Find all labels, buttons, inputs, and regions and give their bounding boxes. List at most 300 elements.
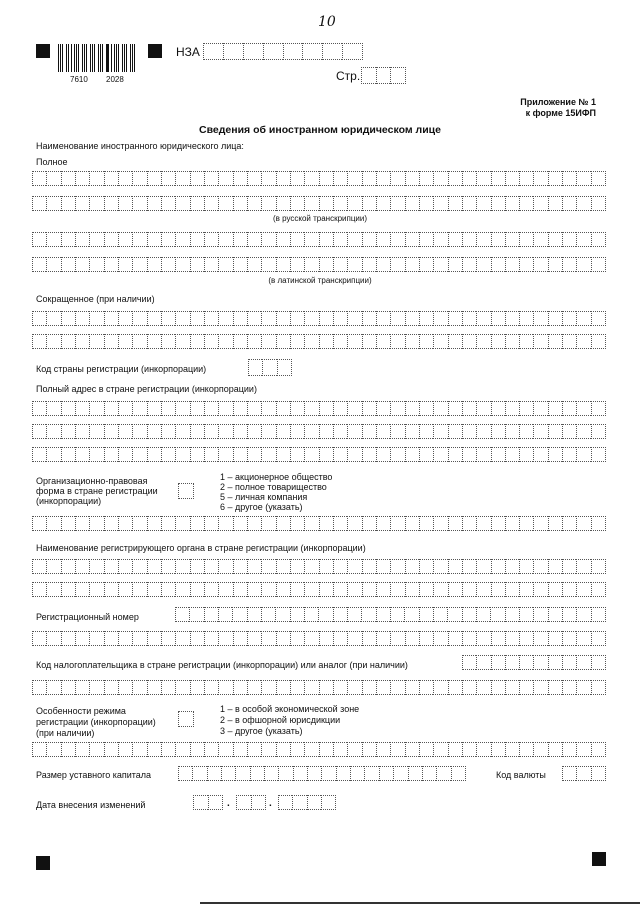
input-cell[interactable] — [533, 559, 547, 574]
input-cell[interactable] — [519, 631, 533, 646]
input-cell[interactable] — [533, 401, 547, 416]
input-cell[interactable] — [46, 257, 60, 272]
input-cell[interactable] — [319, 401, 333, 416]
input-cell[interactable] — [448, 742, 462, 757]
input-cell[interactable] — [562, 311, 576, 326]
input-cell[interactable] — [405, 447, 419, 462]
input-cell[interactable] — [104, 742, 118, 757]
input-cell[interactable] — [362, 447, 376, 462]
input-cell[interactable] — [591, 171, 606, 186]
input-cell[interactable] — [161, 742, 175, 757]
input-cell[interactable] — [562, 516, 576, 531]
input-cell[interactable] — [333, 680, 347, 695]
input-cell[interactable] — [175, 447, 189, 462]
input-cell[interactable] — [290, 196, 304, 211]
input-cell[interactable] — [218, 424, 232, 439]
input-cell[interactable] — [376, 232, 390, 247]
input-cell[interactable] — [576, 334, 590, 349]
input-cell[interactable] — [405, 232, 419, 247]
input-cell[interactable] — [548, 401, 562, 416]
input-cell[interactable] — [190, 232, 204, 247]
input-cell[interactable] — [533, 196, 547, 211]
input-cell[interactable] — [203, 43, 223, 60]
input-cell[interactable] — [462, 401, 476, 416]
input-cell[interactable] — [519, 742, 533, 757]
input-cell[interactable] — [104, 334, 118, 349]
input-cell[interactable] — [448, 196, 462, 211]
input-cell[interactable] — [161, 334, 175, 349]
input-cell[interactable] — [32, 257, 46, 272]
input-cell[interactable] — [476, 680, 490, 695]
input-cell[interactable] — [104, 631, 118, 646]
input-cell[interactable] — [347, 742, 361, 757]
input-cell[interactable] — [362, 582, 376, 597]
input-cell[interactable] — [433, 171, 447, 186]
input-cell[interactable] — [190, 447, 204, 462]
currency-code-cells[interactable] — [562, 766, 606, 781]
input-cell[interactable] — [562, 742, 576, 757]
input-cell[interactable] — [290, 171, 304, 186]
input-cell[interactable] — [433, 680, 447, 695]
input-cell[interactable] — [576, 516, 590, 531]
input-cell[interactable] — [562, 607, 576, 622]
input-cell[interactable] — [46, 334, 60, 349]
input-cell[interactable] — [61, 631, 75, 646]
input-cell[interactable] — [319, 171, 333, 186]
input-cell[interactable] — [362, 334, 376, 349]
input-cell[interactable] — [147, 559, 161, 574]
input-cell[interactable] — [175, 631, 189, 646]
input-cell[interactable] — [419, 334, 433, 349]
input-cell[interactable] — [132, 424, 146, 439]
full-name-lat-row-1[interactable] — [32, 232, 606, 247]
input-cell[interactable] — [46, 742, 60, 757]
input-cell[interactable] — [46, 582, 60, 597]
input-cell[interactable] — [548, 742, 562, 757]
input-cell[interactable] — [505, 232, 519, 247]
input-cell[interactable] — [235, 766, 249, 781]
input-cell[interactable] — [347, 311, 361, 326]
input-cell[interactable] — [161, 196, 175, 211]
input-cell[interactable] — [519, 257, 533, 272]
input-cell[interactable] — [576, 607, 590, 622]
input-cell[interactable] — [548, 311, 562, 326]
input-cell[interactable] — [533, 171, 547, 186]
input-cell[interactable] — [104, 680, 118, 695]
input-cell[interactable] — [491, 516, 505, 531]
input-cell[interactable] — [118, 582, 132, 597]
input-cell[interactable] — [433, 401, 447, 416]
input-cell[interactable] — [491, 171, 505, 186]
input-cell[interactable] — [422, 766, 436, 781]
input-cell[interactable] — [204, 232, 218, 247]
input-cell[interactable] — [61, 401, 75, 416]
input-cell[interactable] — [118, 516, 132, 531]
input-cell[interactable] — [448, 334, 462, 349]
input-cell[interactable] — [347, 232, 361, 247]
input-cell[interactable] — [283, 43, 303, 60]
input-cell[interactable] — [390, 232, 404, 247]
input-cell[interactable] — [233, 742, 247, 757]
input-cell[interactable] — [118, 742, 132, 757]
input-cell[interactable] — [89, 516, 103, 531]
input-cell[interactable] — [147, 196, 161, 211]
input-cell[interactable] — [89, 559, 103, 574]
input-cell[interactable] — [491, 232, 505, 247]
input-cell[interactable] — [548, 447, 562, 462]
input-cell[interactable] — [448, 171, 462, 186]
input-cell[interactable] — [293, 766, 307, 781]
input-cell[interactable] — [476, 196, 490, 211]
input-cell[interactable] — [591, 401, 606, 416]
input-cell[interactable] — [562, 232, 576, 247]
input-cell[interactable] — [147, 171, 161, 186]
input-cell[interactable] — [276, 171, 290, 186]
input-cell[interactable] — [405, 171, 419, 186]
input-cell[interactable] — [376, 334, 390, 349]
input-cell[interactable] — [32, 447, 46, 462]
input-cell[interactable] — [505, 401, 519, 416]
input-cell[interactable] — [462, 232, 476, 247]
input-cell[interactable] — [419, 171, 433, 186]
input-cell[interactable] — [548, 334, 562, 349]
input-cell[interactable] — [147, 401, 161, 416]
input-cell[interactable] — [462, 559, 476, 574]
input-cell[interactable] — [75, 196, 89, 211]
input-cell[interactable] — [405, 582, 419, 597]
input-cell[interactable] — [175, 559, 189, 574]
input-cell[interactable] — [290, 334, 304, 349]
input-cell[interactable] — [333, 171, 347, 186]
input-cell[interactable] — [476, 516, 490, 531]
input-cell[interactable] — [261, 424, 275, 439]
input-cell[interactable] — [319, 680, 333, 695]
input-cell[interactable] — [390, 334, 404, 349]
input-cell[interactable] — [132, 742, 146, 757]
input-cell[interactable] — [290, 257, 304, 272]
input-cell[interactable] — [290, 742, 304, 757]
input-cell[interactable] — [519, 401, 533, 416]
input-cell[interactable] — [32, 582, 46, 597]
input-cell[interactable] — [304, 631, 318, 646]
input-cell[interactable] — [319, 196, 333, 211]
input-cell[interactable] — [247, 680, 261, 695]
input-cell[interactable] — [491, 655, 505, 670]
input-cell[interactable] — [347, 516, 361, 531]
input-cell[interactable] — [405, 401, 419, 416]
full-name-rus-row-2[interactable] — [32, 196, 606, 211]
input-cell[interactable] — [61, 742, 75, 757]
input-cell[interactable] — [491, 311, 505, 326]
input-cell[interactable] — [132, 311, 146, 326]
input-cell[interactable] — [476, 447, 490, 462]
input-cell[interactable] — [533, 257, 547, 272]
input-cell[interactable] — [276, 516, 290, 531]
input-cell[interactable] — [562, 447, 576, 462]
input-cell[interactable] — [261, 447, 275, 462]
input-cell[interactable] — [591, 607, 606, 622]
input-cell[interactable] — [476, 742, 490, 757]
input-cell[interactable] — [89, 424, 103, 439]
input-cell[interactable] — [390, 196, 404, 211]
input-cell[interactable] — [519, 582, 533, 597]
input-cell[interactable] — [290, 311, 304, 326]
input-cell[interactable] — [189, 607, 203, 622]
input-cell[interactable] — [321, 795, 336, 810]
input-cell[interactable] — [218, 582, 232, 597]
input-cell[interactable] — [591, 257, 606, 272]
input-cell[interactable] — [190, 424, 204, 439]
input-cell[interactable] — [247, 742, 261, 757]
input-cell[interactable] — [519, 232, 533, 247]
input-cell[interactable] — [393, 766, 407, 781]
input-cell[interactable] — [192, 766, 206, 781]
input-cell[interactable] — [562, 655, 576, 670]
input-cell[interactable] — [118, 171, 132, 186]
input-cell[interactable] — [548, 171, 562, 186]
input-cell[interactable] — [218, 401, 232, 416]
input-cell[interactable] — [132, 631, 146, 646]
input-cell[interactable] — [505, 655, 519, 670]
input-cell[interactable] — [548, 232, 562, 247]
input-cell[interactable] — [75, 311, 89, 326]
input-cell[interactable] — [75, 257, 89, 272]
input-cell[interactable] — [132, 171, 146, 186]
input-cell[interactable] — [218, 311, 232, 326]
input-cell[interactable] — [132, 257, 146, 272]
input-cell[interactable] — [247, 607, 261, 622]
input-cell[interactable] — [376, 311, 390, 326]
input-cell[interactable] — [491, 742, 505, 757]
input-cell[interactable] — [376, 196, 390, 211]
input-cell[interactable] — [462, 631, 476, 646]
input-cell[interactable] — [376, 516, 390, 531]
input-cell[interactable] — [304, 559, 318, 574]
input-cell[interactable] — [104, 401, 118, 416]
input-cell[interactable] — [390, 424, 404, 439]
input-cell[interactable] — [519, 196, 533, 211]
input-cell[interactable] — [433, 334, 447, 349]
input-cell[interactable] — [278, 795, 292, 810]
input-cell[interactable] — [319, 257, 333, 272]
input-cell[interactable] — [204, 680, 218, 695]
input-cell[interactable] — [376, 742, 390, 757]
input-cell[interactable] — [262, 359, 276, 376]
input-cell[interactable] — [362, 401, 376, 416]
input-cell[interactable] — [362, 196, 376, 211]
full-name-rus-row-1[interactable] — [32, 171, 606, 186]
input-cell[interactable] — [419, 607, 433, 622]
input-cell[interactable] — [61, 516, 75, 531]
input-cell[interactable] — [89, 257, 103, 272]
input-cell[interactable] — [476, 334, 490, 349]
input-cell[interactable] — [175, 196, 189, 211]
input-cell[interactable] — [61, 232, 75, 247]
input-cell[interactable] — [247, 232, 261, 247]
regime-code-cell[interactable] — [178, 711, 194, 727]
input-cell[interactable] — [233, 424, 247, 439]
input-cell[interactable] — [333, 559, 347, 574]
input-cell[interactable] — [347, 424, 361, 439]
input-cell[interactable] — [218, 631, 232, 646]
input-cell[interactable] — [433, 516, 447, 531]
taxpayer-code-row-1[interactable] — [462, 655, 606, 670]
input-cell[interactable] — [462, 582, 476, 597]
input-cell[interactable] — [276, 401, 290, 416]
input-cell[interactable] — [448, 516, 462, 531]
input-cell[interactable] — [75, 334, 89, 349]
input-cell[interactable] — [89, 196, 103, 211]
input-cell[interactable] — [519, 607, 533, 622]
input-cell[interactable] — [405, 311, 419, 326]
input-cell[interactable] — [178, 711, 194, 727]
input-cell[interactable] — [75, 424, 89, 439]
input-cell[interactable] — [276, 311, 290, 326]
input-cell[interactable] — [562, 334, 576, 349]
input-cell[interactable] — [218, 680, 232, 695]
input-cell[interactable] — [190, 171, 204, 186]
input-cell[interactable] — [276, 257, 290, 272]
input-cell[interactable] — [261, 232, 275, 247]
input-cell[interactable] — [476, 232, 490, 247]
input-cell[interactable] — [147, 680, 161, 695]
input-cell[interactable] — [562, 766, 576, 781]
input-cell[interactable] — [519, 334, 533, 349]
input-cell[interactable] — [243, 43, 263, 60]
input-cell[interactable] — [576, 171, 590, 186]
input-cell[interactable] — [304, 171, 318, 186]
input-cell[interactable] — [32, 559, 46, 574]
input-cell[interactable] — [347, 334, 361, 349]
input-cell[interactable] — [208, 795, 224, 810]
input-cell[interactable] — [233, 582, 247, 597]
input-cell[interactable] — [104, 447, 118, 462]
short-name-row-2[interactable] — [32, 334, 606, 349]
input-cell[interactable] — [591, 631, 606, 646]
address-row-1[interactable] — [32, 401, 606, 416]
input-cell[interactable] — [247, 171, 261, 186]
input-cell[interactable] — [505, 447, 519, 462]
input-cell[interactable] — [147, 257, 161, 272]
input-cell[interactable] — [204, 196, 218, 211]
input-cell[interactable] — [118, 232, 132, 247]
input-cell[interactable] — [462, 742, 476, 757]
input-cell[interactable] — [362, 232, 376, 247]
input-cell[interactable] — [250, 766, 264, 781]
input-cell[interactable] — [319, 311, 333, 326]
input-cell[interactable] — [476, 607, 490, 622]
input-cell[interactable] — [591, 424, 606, 439]
input-cell[interactable] — [347, 447, 361, 462]
input-cell[interactable] — [491, 401, 505, 416]
input-cell[interactable] — [118, 424, 132, 439]
input-cell[interactable] — [476, 311, 490, 326]
input-cell[interactable] — [591, 516, 606, 531]
input-cell[interactable] — [505, 582, 519, 597]
input-cell[interactable] — [190, 516, 204, 531]
input-cell[interactable] — [75, 742, 89, 757]
input-cell[interactable] — [462, 257, 476, 272]
input-cell[interactable] — [462, 311, 476, 326]
input-cell[interactable] — [491, 196, 505, 211]
input-cell[interactable] — [390, 447, 404, 462]
input-cell[interactable] — [462, 516, 476, 531]
input-cell[interactable] — [304, 607, 318, 622]
input-cell[interactable] — [161, 424, 175, 439]
country-code-cells[interactable] — [248, 359, 292, 376]
input-cell[interactable] — [275, 607, 289, 622]
input-cell[interactable] — [405, 742, 419, 757]
input-cell[interactable] — [218, 447, 232, 462]
input-cell[interactable] — [175, 311, 189, 326]
input-cell[interactable] — [347, 582, 361, 597]
input-cell[interactable] — [89, 401, 103, 416]
input-cell[interactable] — [576, 655, 590, 670]
input-cell[interactable] — [505, 196, 519, 211]
input-cell[interactable] — [591, 196, 606, 211]
input-cell[interactable] — [276, 582, 290, 597]
input-cell[interactable] — [451, 766, 466, 781]
input-cell[interactable] — [304, 742, 318, 757]
input-cell[interactable] — [204, 311, 218, 326]
input-cell[interactable] — [132, 559, 146, 574]
input-cell[interactable] — [390, 582, 404, 597]
input-cell[interactable] — [350, 766, 364, 781]
input-cell[interactable] — [462, 171, 476, 186]
input-cell[interactable] — [491, 424, 505, 439]
input-cell[interactable] — [476, 401, 490, 416]
input-cell[interactable] — [476, 582, 490, 597]
input-cell[interactable] — [276, 196, 290, 211]
input-cell[interactable] — [118, 447, 132, 462]
input-cell[interactable] — [89, 334, 103, 349]
input-cell[interactable] — [419, 257, 433, 272]
input-cell[interactable] — [161, 447, 175, 462]
input-cell[interactable] — [476, 171, 490, 186]
input-cell[interactable] — [419, 559, 433, 574]
input-cell[interactable] — [390, 559, 404, 574]
input-cell[interactable] — [533, 232, 547, 247]
input-cell[interactable] — [462, 196, 476, 211]
input-cell[interactable] — [204, 582, 218, 597]
input-cell[interactable] — [448, 424, 462, 439]
input-cell[interactable] — [89, 232, 103, 247]
input-cell[interactable] — [491, 582, 505, 597]
full-name-lat-row-2[interactable] — [32, 257, 606, 272]
input-cell[interactable] — [419, 424, 433, 439]
input-cell[interactable] — [147, 447, 161, 462]
input-cell[interactable] — [548, 655, 562, 670]
page-number-cells[interactable] — [361, 67, 406, 84]
input-cell[interactable] — [118, 334, 132, 349]
input-cell[interactable] — [390, 631, 404, 646]
input-cell[interactable] — [322, 43, 342, 60]
input-cell[interactable] — [319, 631, 333, 646]
input-cell[interactable] — [405, 196, 419, 211]
input-cell[interactable] — [519, 171, 533, 186]
input-cell[interactable] — [519, 559, 533, 574]
input-cell[interactable] — [304, 424, 318, 439]
input-cell[interactable] — [519, 680, 533, 695]
input-cell[interactable] — [333, 631, 347, 646]
input-cell[interactable] — [505, 742, 519, 757]
input-cell[interactable] — [362, 742, 376, 757]
input-cell[interactable] — [347, 196, 361, 211]
input-cell[interactable] — [533, 516, 547, 531]
input-cell[interactable] — [233, 257, 247, 272]
input-cell[interactable] — [46, 424, 60, 439]
input-cell[interactable] — [490, 607, 504, 622]
